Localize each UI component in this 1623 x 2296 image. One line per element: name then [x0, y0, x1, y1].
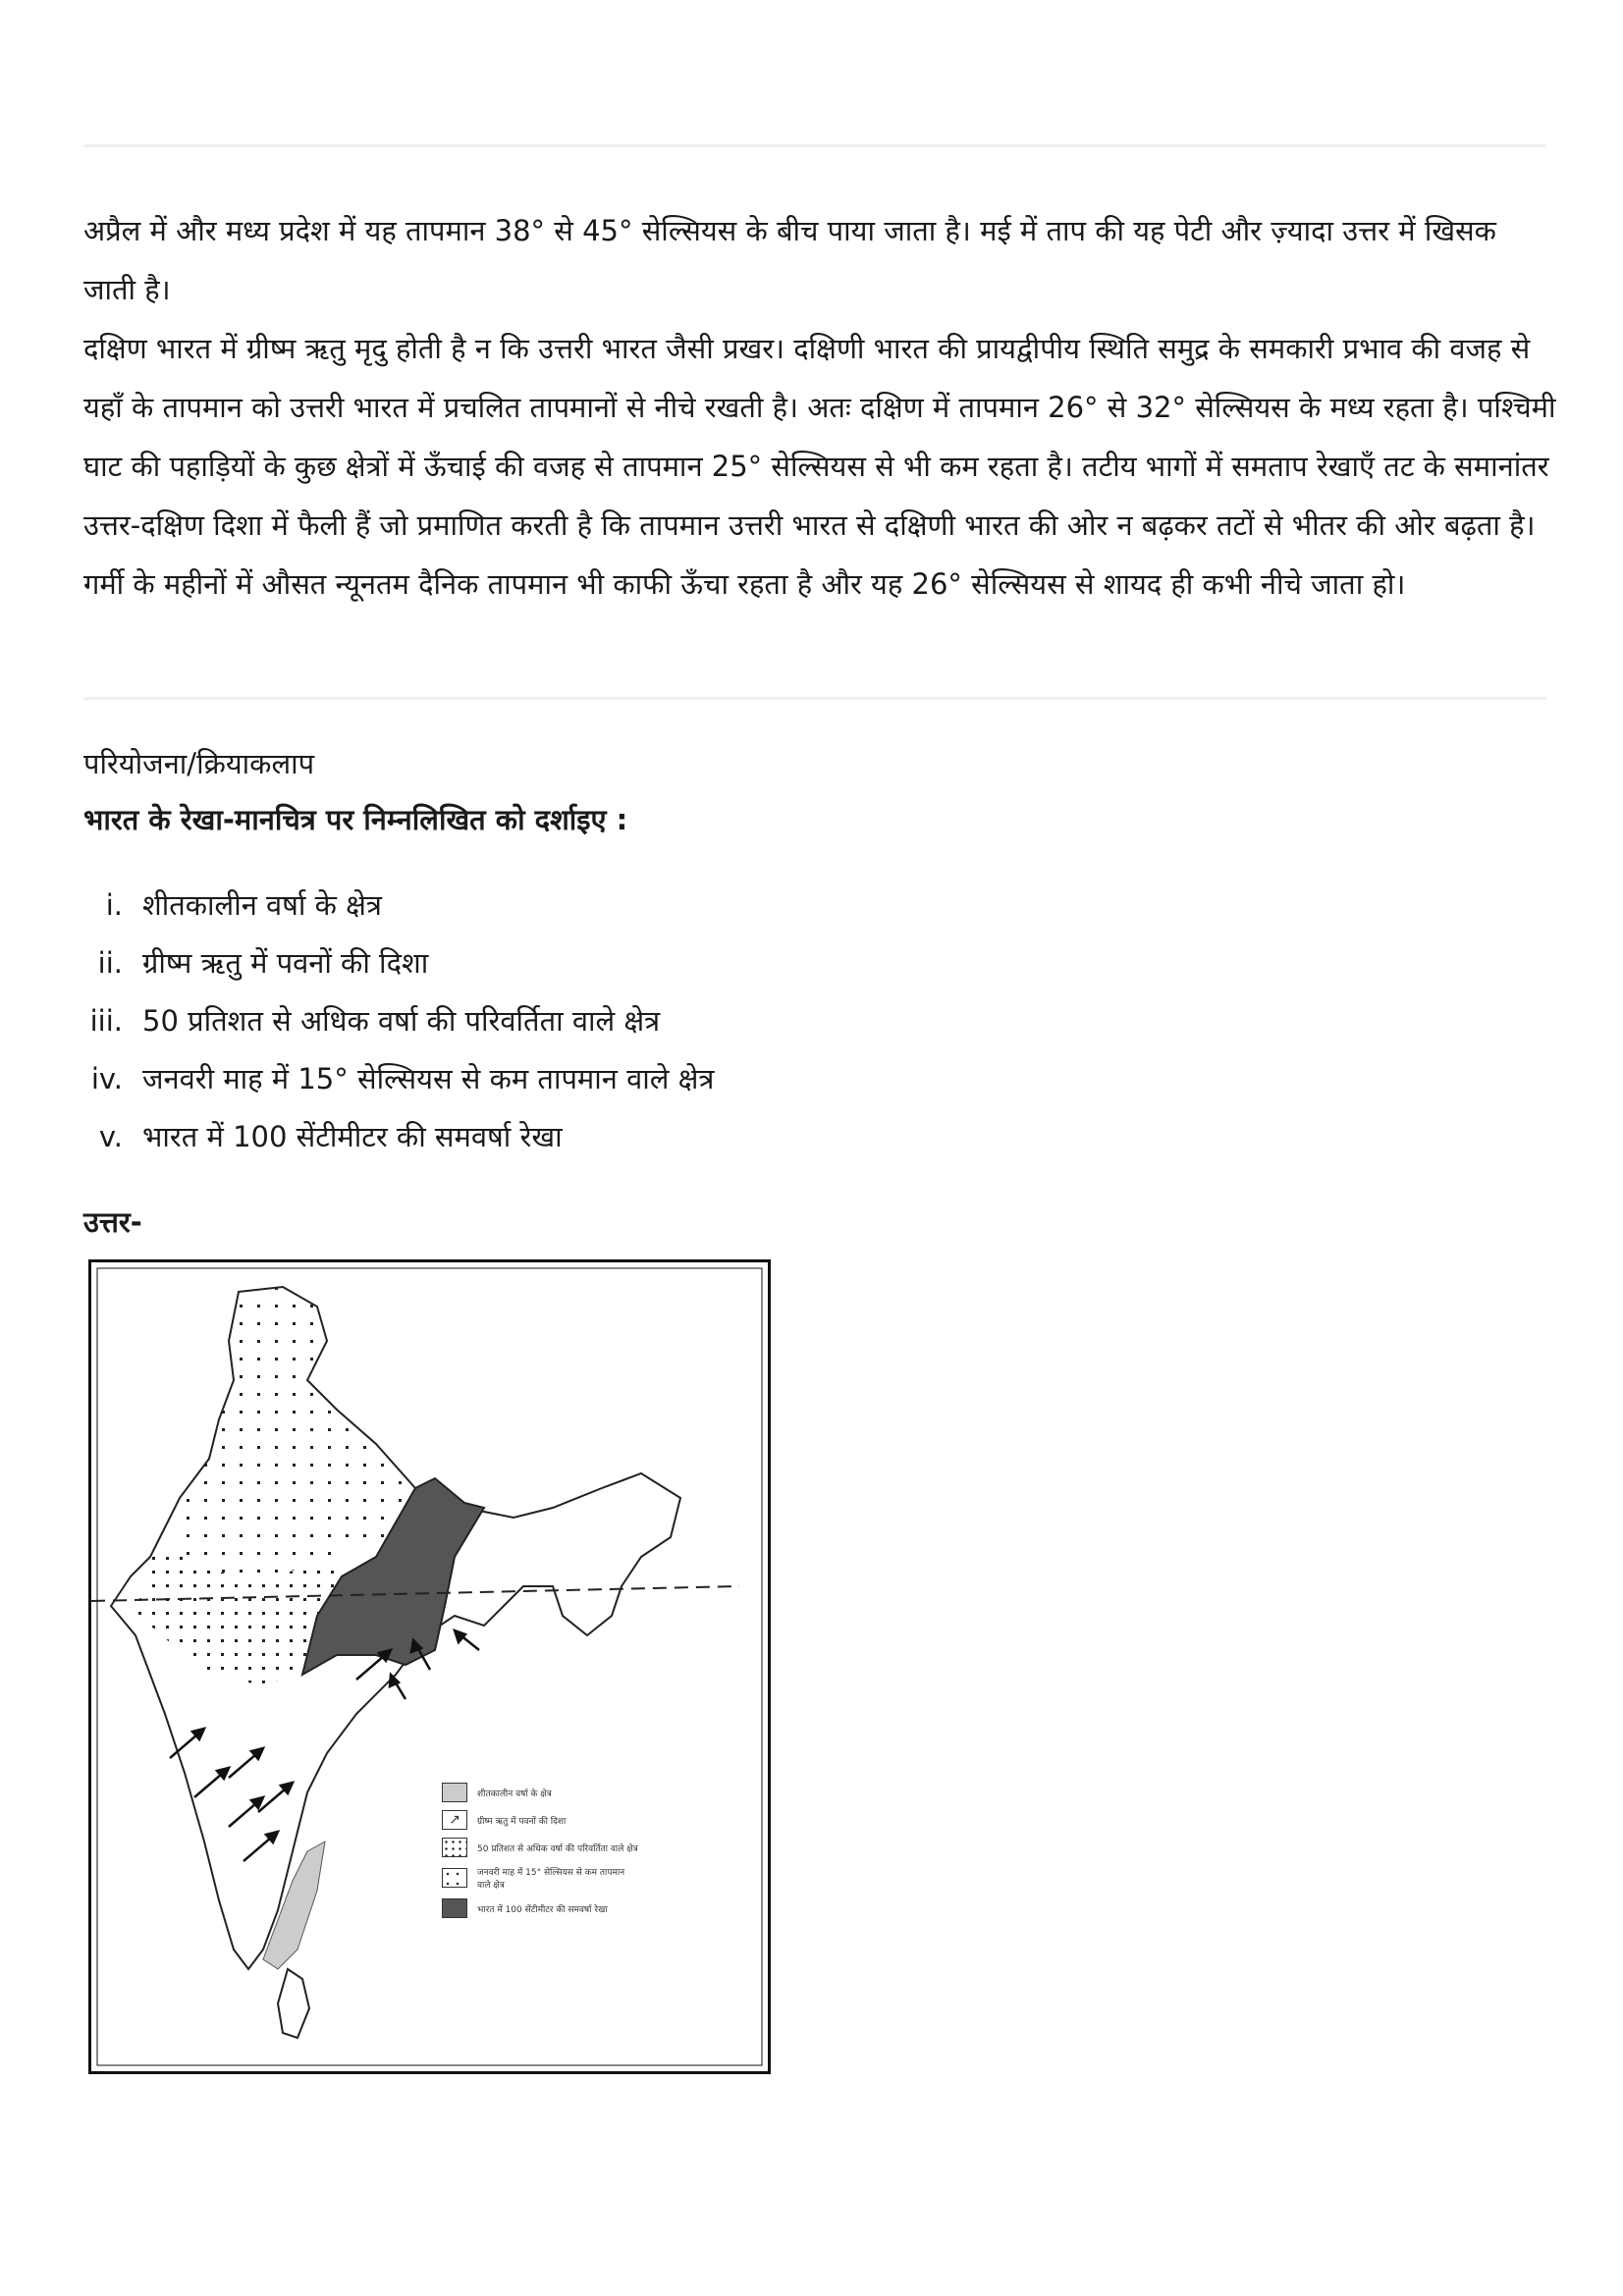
- list-item: iv. जनवरी माह में 15° सेल्सियस से कम तापमान वाले क्षेत्र: [90, 1062, 715, 1095]
- project-instruction: भारत के रेखा-मानचित्र पर निम्नलिखित को दर्शाइए :: [83, 803, 628, 836]
- sri-lanka-outline: [278, 1969, 309, 2038]
- list-item: v. भारत में 100 सेंटीमीटर की समवर्षा रेखा: [98, 1120, 563, 1153]
- list-item: iii. 50 प्रतिशत से अधिक वर्षा की परिवर्तिता वाले क्षेत्र: [89, 1004, 661, 1038]
- paragraph-april-temperature: अप्रैल में और मध्य प्रदेश में यह तापमान 38° से 45° सेल्सियस के बीच पाया जाता है। मई में ताप की यह पेटी और ज़्यादा उत्तर में खिसक जाती है।: [83, 214, 1496, 306]
- list-item: ii. ग्रीष्म ऋतु में पवनों की दिशा: [97, 946, 429, 980]
- legend-item-winter-rain: शीतकालीन वर्षा के क्षेत्र: [442, 1783, 638, 1802]
- project-list: [83, 877, 714, 1166]
- top-divider: [83, 144, 1546, 147]
- list-item: i. शीतकालीन वर्षा के क्षेत्र: [105, 888, 382, 922]
- project-heading: परियोजना/क्रियाकलाप: [83, 747, 315, 780]
- section-divider: [83, 697, 1546, 700]
- answer-label: उत्तर-: [83, 1205, 142, 1239]
- legend-item-cold-january: जनवरी माह में 15° सेल्सियस से कम तापमान वाले क्षेत्र: [442, 1865, 638, 1891]
- map-legend: [442, 1783, 638, 1926]
- india-outline-map: [88, 1259, 771, 2074]
- arrow-icon: ↗: [442, 1810, 467, 1830]
- cold-january-region: [170, 1287, 415, 1576]
- legend-item-isohyet: भारत में 100 सेंटीमीटर की समवर्षा रेखा: [442, 1898, 638, 1918]
- legend-item-variability: 50 प्रतिशत से अधिक वर्षा की परिवर्तिता वाले क्षेत्र: [442, 1838, 638, 1857]
- paragraph-south-india-summer: दक्षिण भारत में ग्रीष्म ऋतु मृदु होती है न कि उत्तरी भारत जैसी प्रखर। दक्षिणी भारत की प्रायद्वीपीय स्थिति समुद्र के समकारी प्रभाव की वजह से यहाँ के तापमान को उत्तरी भारत में प्रचलित तापमानों से नीचे रखती है। अतः दक्षिण में तापमान 26° से 32° सेल्सियस के मध्य रहता है। पश्चिमी घाट की पहाड़ियों के कुछ क्षेत्रों में ऊँचाई की वजह से तापमान 25° सेल्सियस से भी कम रहता है। तटीय भागों में समताप रेखाएँ तट के समानांतर उत्तर-दक्षिण दिशा में फैली हैं जो प्रमाणित करती है कि तापमान उत्तरी भारत से दक्षिणी भारत की ओर न बढ़कर तटों से भीतर की ओर बढ़ता है। गर्मी के महीनों में औसत न्यूनतम दैनिक तापमान भी काफी ऊँचा रहता है और यह 26° सेल्सियस से शायद ही कभी नीचे जाता हो।: [83, 332, 1556, 601]
- map-drawing: [91, 1262, 768, 2071]
- legend-item-wind-direction: ↗ ग्रीष्म ऋतु में पवनों की दिशा: [442, 1810, 638, 1830]
